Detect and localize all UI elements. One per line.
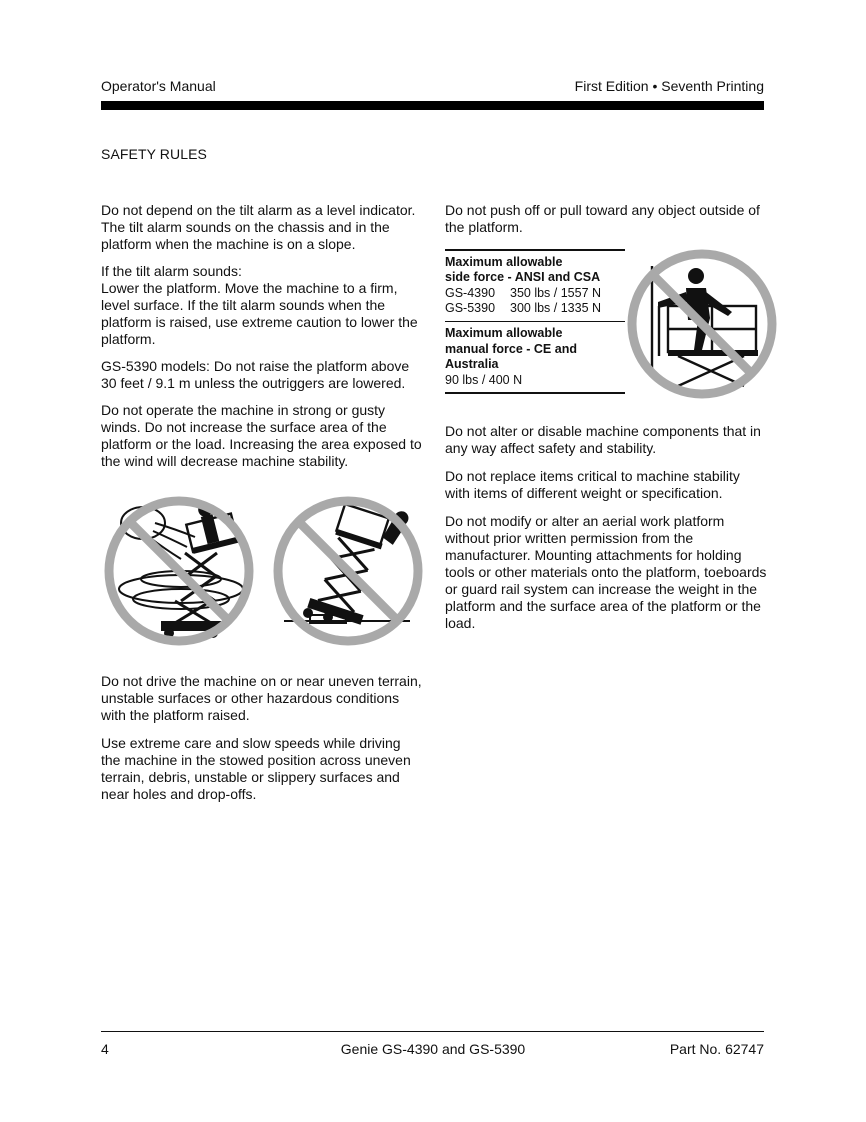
tilt-alarm-sounds-lead: If the tilt alarm sounds: [101, 263, 242, 279]
wind-prohibition-illustration [101, 493, 257, 649]
modify-platform-paragraph: Do not modify or alter an aerial work platform without prior written permission from the manufacturer. Mounting attachments for holding tools or other materials onto the platform, toeboards or guard rail system can increase the weight in the platform and the surface area of the platform or the load. [445, 513, 767, 631]
tilt-alarm-sounds-body: Lower the platform. Move the machine to a firm, level surface. If the tilt alarm sounds when the platform is raised, use extreme caution to lower the platform. [101, 280, 418, 347]
footer-part-number: Part No. 62747 [669, 1041, 764, 1057]
spec-value: 300 lbs / 1335 N [510, 301, 602, 315]
left-column [101, 202, 423, 480]
side-force-heading-2: side force - ANSI and CSA [445, 270, 601, 284]
terrain-prohibition-illustration [270, 493, 426, 649]
header-edition: First Edition • Seventh Printing [574, 78, 764, 94]
right-column-lower [445, 423, 767, 643]
side-force-group [445, 251, 625, 321]
replace-items-paragraph: Do not replace items critical to machine stability with items of different weight or specification. [445, 468, 740, 501]
spec-row [445, 301, 625, 317]
side-force-heading-1: Maximum allowable [445, 254, 563, 269]
left-column-lower [101, 673, 423, 814]
header-rule [101, 101, 764, 110]
footer-product-name: Genie GS-4390 and GS-5390 [340, 1041, 526, 1057]
spec-value: 350 lbs / 1557 N [510, 285, 602, 300]
manual-force-heading-3: Australia [445, 357, 499, 371]
push-pull-paragraph: Do not push off or pull toward any object outside of the platform. [445, 202, 760, 235]
spec-model: GS-4390 [445, 285, 496, 300]
manual-force-group [445, 322, 625, 392]
push-pull-prohibition-illustration [624, 246, 780, 402]
outriggers-paragraph: GS-5390 models: Do not raise the platform above 30 feet / 9.1 m unless the outriggers are lowered. [101, 358, 410, 391]
manual-force-heading-2: manual force - CE and [445, 341, 577, 356]
spec-row [445, 286, 625, 302]
wind-paragraph: Do not operate the machine in strong or gusty winds. Do not increase the surface area of the platform or the load. Increasing the area exposed to the wind will decrease machine stability. [101, 402, 422, 469]
alter-components-paragraph: Do not alter or disable machine components that in any way affect safety and stability. [445, 423, 761, 456]
force-spec-box [445, 249, 625, 394]
section-title: SAFETY RULES [101, 146, 207, 162]
spec-rule-bottom [445, 392, 625, 394]
manual-force-value: 90 lbs / 400 N [445, 372, 523, 387]
spec-model: GS-5390 [445, 301, 496, 315]
tilt-alarm-paragraph: Do not depend on the tilt alarm as a level indicator. The tilt alarm sounds on the chassis and in the platform when the machine is on a slope. [101, 202, 416, 252]
footer-rule [101, 1031, 764, 1032]
tilt-alarm-sounds-paragraph [101, 263, 423, 348]
stowed-driving-paragraph: Use extreme care and slow speeds while driving the machine in the stowed position across uneven terrain, debris, unstable or slippery surfaces and near holes and drop-offs. [101, 735, 411, 802]
right-column-top [445, 202, 767, 246]
header-manual-title: Operator's Manual [101, 78, 216, 94]
manual-force-heading-1: Maximum allowable [445, 326, 563, 340]
uneven-terrain-paragraph: Do not drive the machine on or near uneven terrain, unstable surfaces or other hazardous conditions with the platform raised. [101, 673, 422, 723]
page-number: 4 [101, 1041, 109, 1057]
